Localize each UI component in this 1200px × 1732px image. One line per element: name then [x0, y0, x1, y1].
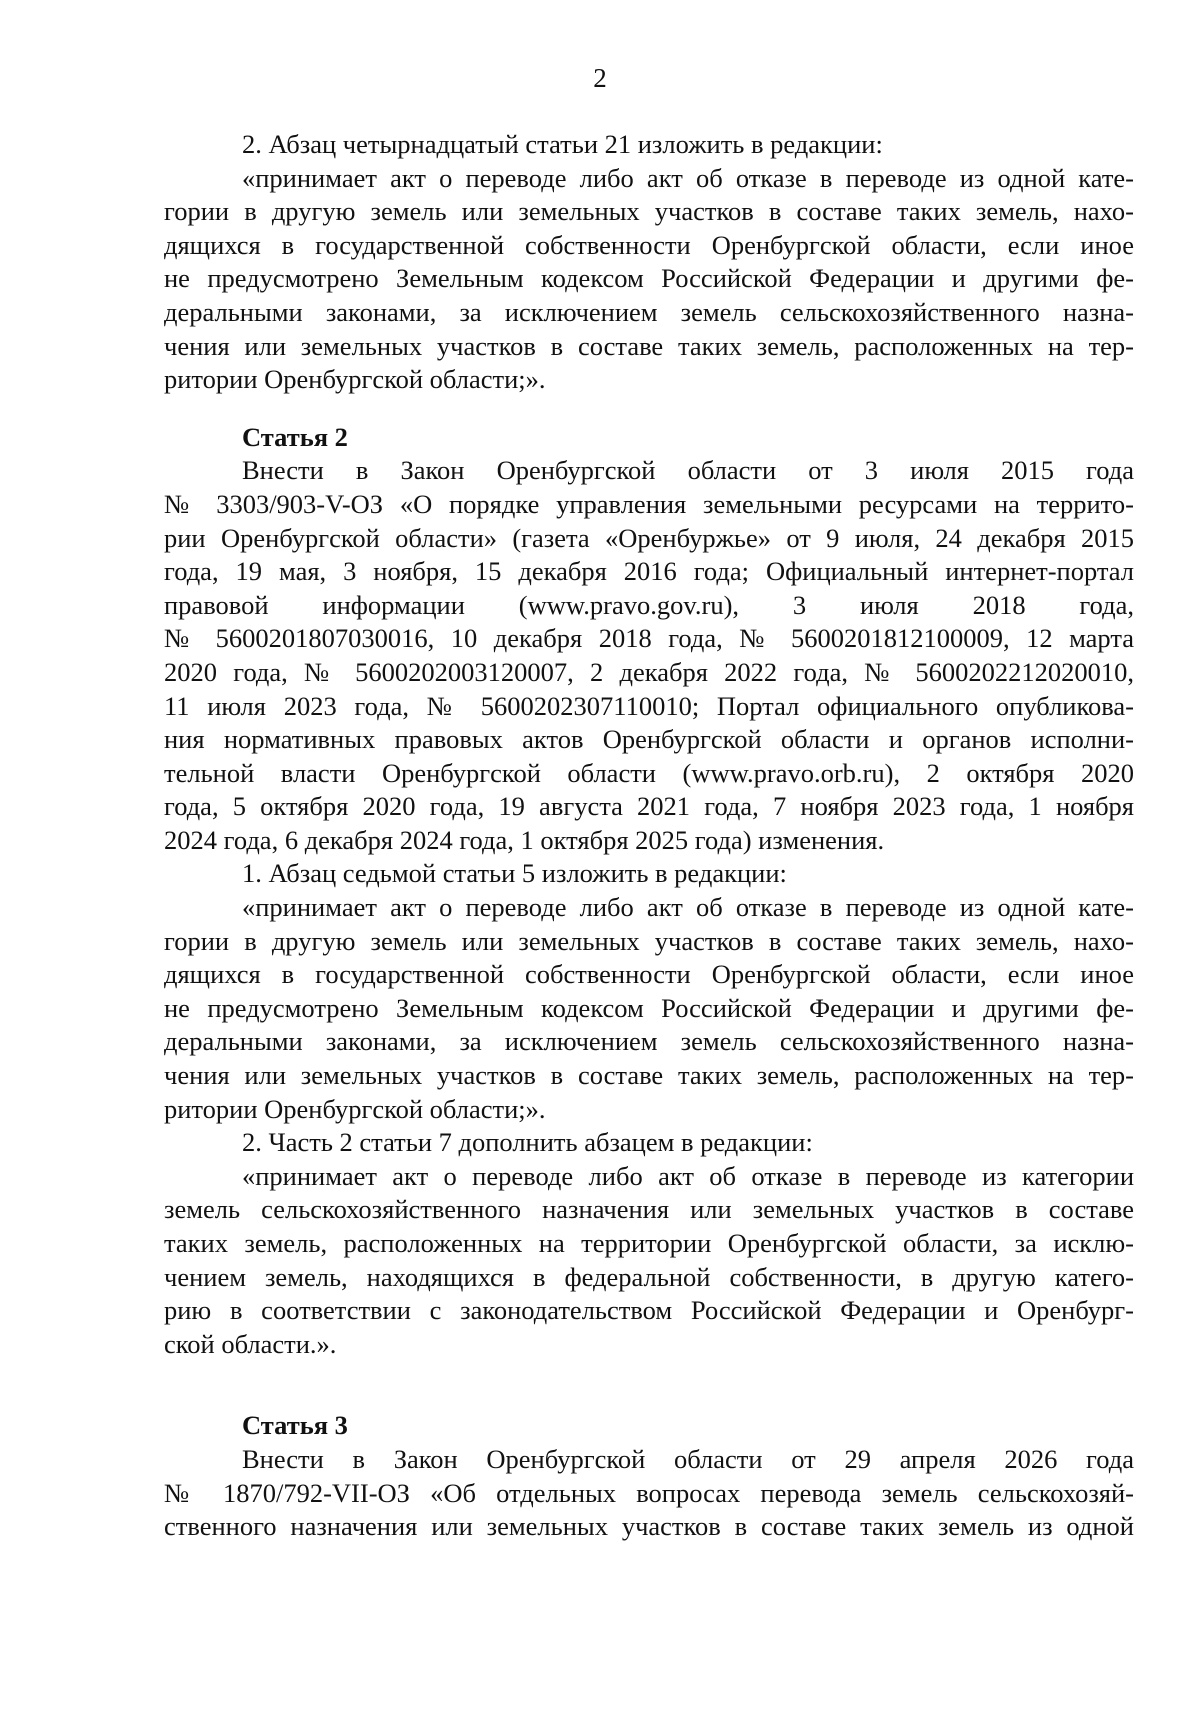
quote-line: деральными законами, за исключением земель сельскохозяйственного назна-: [164, 296, 1134, 327]
paragraph-line: ственного назначения или земельных участков в составе таких земель из одной: [164, 1511, 1134, 1542]
quote-line: чения или земельных участков в составе таких земель, расположенных на тер-: [164, 1060, 1134, 1091]
quote-line: не предусмотрено Земельным кодексом Российской Федерации и другими фе-: [164, 992, 1134, 1023]
quote-line: дящихся в государственной собственности Оренбургской области, если иное: [164, 959, 1134, 990]
article-heading-2: Статья 2: [242, 421, 348, 452]
paragraph-line: ния нормативных правовых актов Оренбургской области и органов исполни-: [164, 724, 1134, 755]
quote-line: чения или земельных участков в составе таких земель, расположенных на тер-: [164, 330, 1134, 361]
paragraph-line: Внести в Закон Оренбургской области от 29 апреля 2026 года: [242, 1443, 1134, 1474]
quote-line: гории в другую земель или земельных участков в составе таких земель, нахо-: [164, 196, 1134, 227]
paragraph-line: № 5600201807030016, 10 декабря 2018 года, № 5600201812100009, 12 марта: [164, 623, 1134, 654]
quote-line: гории в другую земель или земельных участков в составе таких земель, нахо-: [164, 925, 1134, 956]
paragraph-line: года, 19 мая, 3 ноября, 15 декабря 2016 года; Официальный интернет-портал: [164, 556, 1134, 587]
paragraph-line: года, 5 октября 2020 года, 19 августа 2021 года, 7 ноября 2023 года, 1 ноября: [164, 791, 1134, 822]
paragraph-line: № 3303/903-V-ОЗ «О порядке управления земельными ресурсами на террито-: [164, 488, 1134, 519]
paragraph-line: 11 июля 2023 года, № 5600202307110010; Портал официального опубликова-: [164, 690, 1134, 721]
page-number: 2: [593, 63, 607, 93]
quote-line: ритории Оренбургской области;».: [164, 364, 546, 395]
quote-line: земель сельскохозяйственного назначения или земельных участков в составе: [164, 1194, 1134, 1225]
quote-line: ской области.».: [164, 1328, 337, 1359]
quote-line: рию в соответствии с законодательством Российской Федерации и Оренбург-: [164, 1295, 1134, 1326]
document-body: [164, 128, 1134, 1544]
paragraph-line: 2. Абзац четырнадцатый статьи 21 изложить в редакции:: [242, 129, 883, 159]
paragraph-line: 1. Абзац седьмой статьи 5 изложить в редакции:: [242, 858, 787, 889]
quote-line: деральными законами, за исключением земель сельскохозяйственного назна-: [164, 1026, 1134, 1057]
paragraph-line: 2024 года, 6 декабря 2024 года, 1 октября 2025 года) изменения.: [164, 824, 885, 855]
paragraph-line: 2020 года, № 5600202003120007, 2 декабря 2022 года, № 5600202212020010,: [164, 656, 1134, 687]
quote-line: таких земель, расположенных на территории Оренбургской области, за исклю-: [164, 1228, 1134, 1258]
quote-line: ритории Оренбургской области;».: [164, 1093, 546, 1124]
quote-line: «принимает акт о переводе либо акт об отказе в переводе из категории: [242, 1160, 1134, 1191]
quote-line: чением земель, находящихся в федеральной собственности, в другую катего-: [164, 1261, 1134, 1292]
paragraph-line: Внести в Закон Оренбургской области от 3 июля 2015 года: [242, 455, 1134, 486]
quote-line: не предусмотрено Земельным кодексом Российской Федерации и другими фе-: [164, 263, 1134, 294]
quote-line: дящихся в государственной собственности Оренбургской области, если иное: [164, 229, 1134, 260]
quote-line: «принимает акт о переводе либо акт об отказе в переводе из одной кате-: [242, 892, 1134, 923]
paragraph-line: рии Оренбургской области» (газета «Оренбуржье» от 9 июля, 24 декабря 2015: [164, 522, 1134, 553]
article-heading-3: Статья 3: [242, 1410, 348, 1441]
paragraph-line: правовой информации (www.pravo.gov.ru), 3 июля 2018 года,: [164, 589, 1134, 620]
paragraph-line: 2. Часть 2 статьи 7 дополнить абзацем в редакции:: [242, 1127, 813, 1158]
quote-line: «принимает акт о переводе либо акт об отказе в переводе из одной кате-: [242, 162, 1134, 193]
paragraph-line: тельной власти Оренбургской области (www.pravo.orb.ru), 2 октября 2020: [164, 757, 1134, 788]
paragraph-line: № 1870/792-VII-ОЗ «Об отдельных вопросах перевода земель сельскохозяй-: [164, 1477, 1134, 1508]
